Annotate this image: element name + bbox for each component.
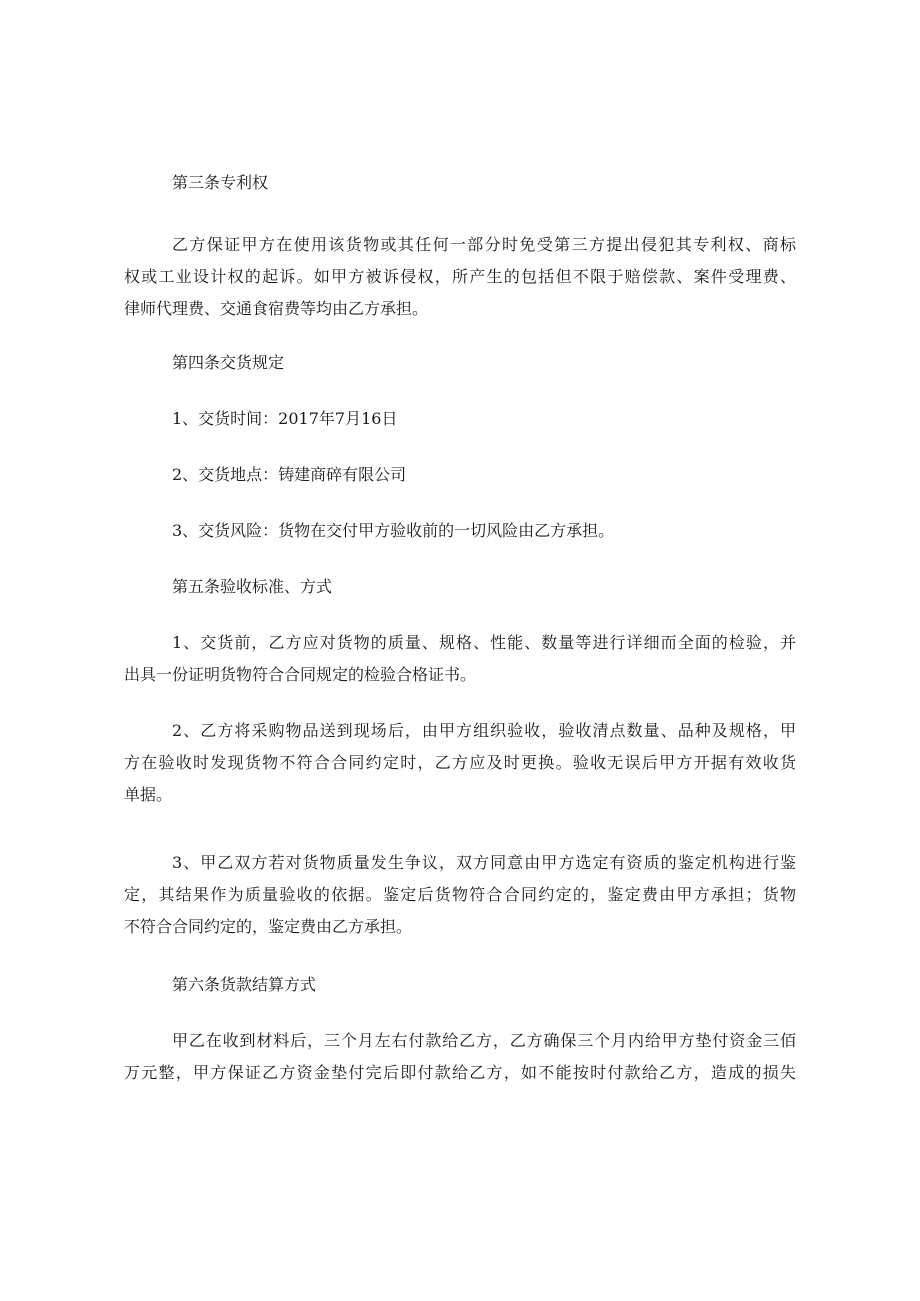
heading-article-5: 第五条验收标准、方式: [172, 577, 333, 596]
paragraph-line: 1、交货前，乙方应对货物的质量、规格、性能、数量等进行详细而全面的检验，并: [172, 633, 796, 652]
paragraph-line: 出具一份证明货物符合合同规定的检验合格证书。: [124, 665, 477, 684]
paragraph-line: 权或工业设计权的起诉。如甲方被诉侵权，所产生的包括但不限于赔偿款、案件受理费、: [124, 267, 796, 286]
paragraph-line: 3、交货风险：货物在交付甲方验收前的一切风险由乙方承担。: [172, 521, 615, 540]
heading-article-6: 第六条货款结算方式: [172, 975, 317, 994]
paragraph-line: 定，其结果作为质量验收的依据。鉴定后货物符合合同约定的，鉴定费由甲方承担；货物: [124, 885, 796, 904]
heading-article-4: 第四条交货规定: [172, 353, 285, 372]
paragraph-line: 1、交货时间：2017年7月16日: [172, 409, 398, 428]
paragraph-line: 方在验收时发现货物不符合合同约定时，乙方应及时更换。验收无误后甲方开据有效收货: [124, 753, 796, 772]
heading-article-3: 第三条专利权: [172, 173, 269, 192]
paragraph-line: 律师代理费、交通食宿费等均由乙方承担。: [124, 299, 429, 318]
paragraph-line: 不符合合同约定的，鉴定费由乙方承担。: [124, 917, 413, 936]
paragraph-line: 万元整，甲方保证乙方资金垫付完后即付款给乙方，如不能按时付款给乙方，造成的损失: [124, 1063, 796, 1082]
paragraph-line: 2、交货地点：铸建商碎有限公司: [172, 465, 407, 484]
paragraph-line: 甲乙在收到材料后，三个月左右付款给乙方，乙方确保三个月内给甲方垫付资金三佰: [172, 1031, 796, 1050]
paragraph-line: 单据。: [124, 785, 173, 804]
paragraph-line: 2、乙方将采购物品送到现场后，由甲方组织验收，验收清点数量、品种及规格，甲: [172, 721, 796, 740]
document-page: [124, 0, 796, 1301]
paragraph-line: 乙方保证甲方在使用该货物或其任何一部分时免受第三方提出侵犯其专利权、商标: [172, 235, 796, 254]
paragraph-line: 3、甲乙双方若对货物质量发生争议，双方同意由甲方选定有资质的鉴定机构进行鉴: [172, 853, 796, 872]
